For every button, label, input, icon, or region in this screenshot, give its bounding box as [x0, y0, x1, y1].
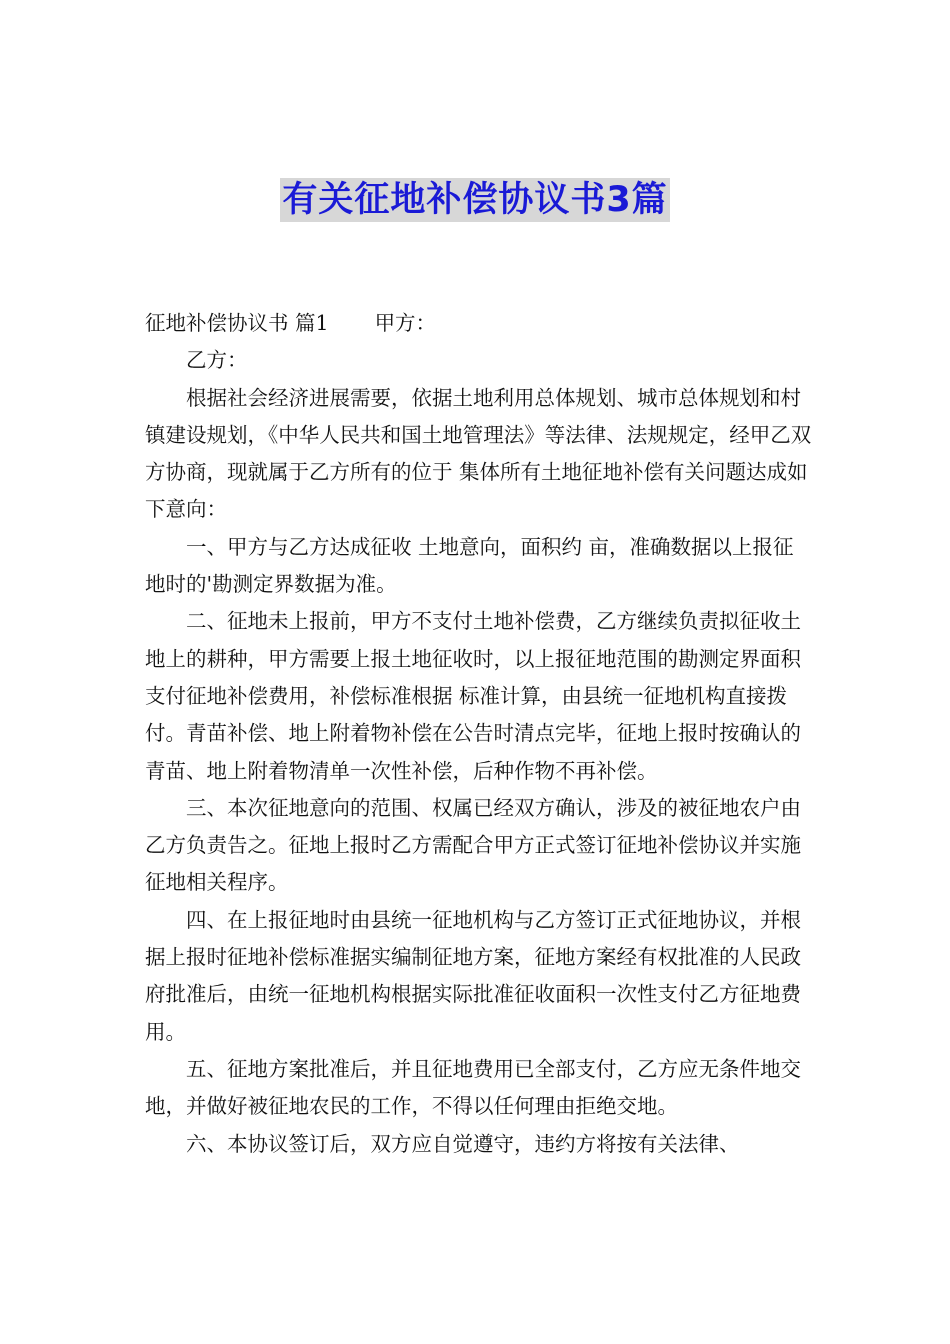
title-container [0, 178, 950, 222]
document-body [145, 305, 813, 1163]
paragraph-clause-4: 四、在上报征地时由县统一征地机构与乙方签订正式征地协议，并根据上报时征地补偿标准据实编制征地方案，征地方案经有权批准的人民政府批准后，由统一征地机构根据实际批准征收面积一次性支付乙方征地费用。 [145, 907, 801, 1044]
document-title: 有关征地补偿协议书3篇 [282, 180, 668, 220]
paragraph-preamble: 根据社会经济进展需要，依据土地利用总体规划、城市总体规划和村镇建设规划，《中华人民共和国土地管理法》等法律、法规规定，经甲乙双方协商，现就属于乙方所有的位于 集体所有土地征地补偿有关问题达成如下意向： [145, 385, 812, 522]
heading-line [145, 305, 813, 342]
party-a-label: 甲方： [374, 311, 437, 335]
paragraph-clause-2: 二、征地未上报前，甲方不支付土地补偿费，乙方继续负责拟征收土地上的耕种，甲方需要上报土地征收时，以上报征地范围的勘测定界面积支付征地补偿费用，补偿标准根据 标准计算，由县统一征地机构直接拨付。青苗补偿、地上附着物补偿在公告时清点完毕，征地上报时按确认的青苗、地上附着物清单一次性补偿，后种作物不再补偿。 [145, 609, 801, 783]
paragraph-clause-1: 一、甲方与乙方达成征收 土地意向，面积约 亩，准确数据以上报征地时的'勘测定界数据为准。 [145, 534, 794, 597]
paragraph-clause-5: 五、征地方案批准后，并且征地费用已全部支付，乙方应无条件地交地，并做好被征地农民的工作，不得以任何理由拒绝交地。 [145, 1056, 801, 1119]
paragraph-clause-3: 三、本次征地意向的范围、权属已经双方确认，涉及的被征地农户由乙方负责告之。征地上报时乙方需配合甲方正式签订征地补偿协议并实施征地相关程序。 [145, 795, 801, 895]
paragraph-clause-6: 六、本协议签订后，双方应自觉遵守，违约方将按有关法律、 [186, 1131, 740, 1156]
party-b-label: 乙方： [186, 348, 248, 373]
agreement-heading-label: 征地补偿协议书 篇1 [145, 311, 329, 335]
